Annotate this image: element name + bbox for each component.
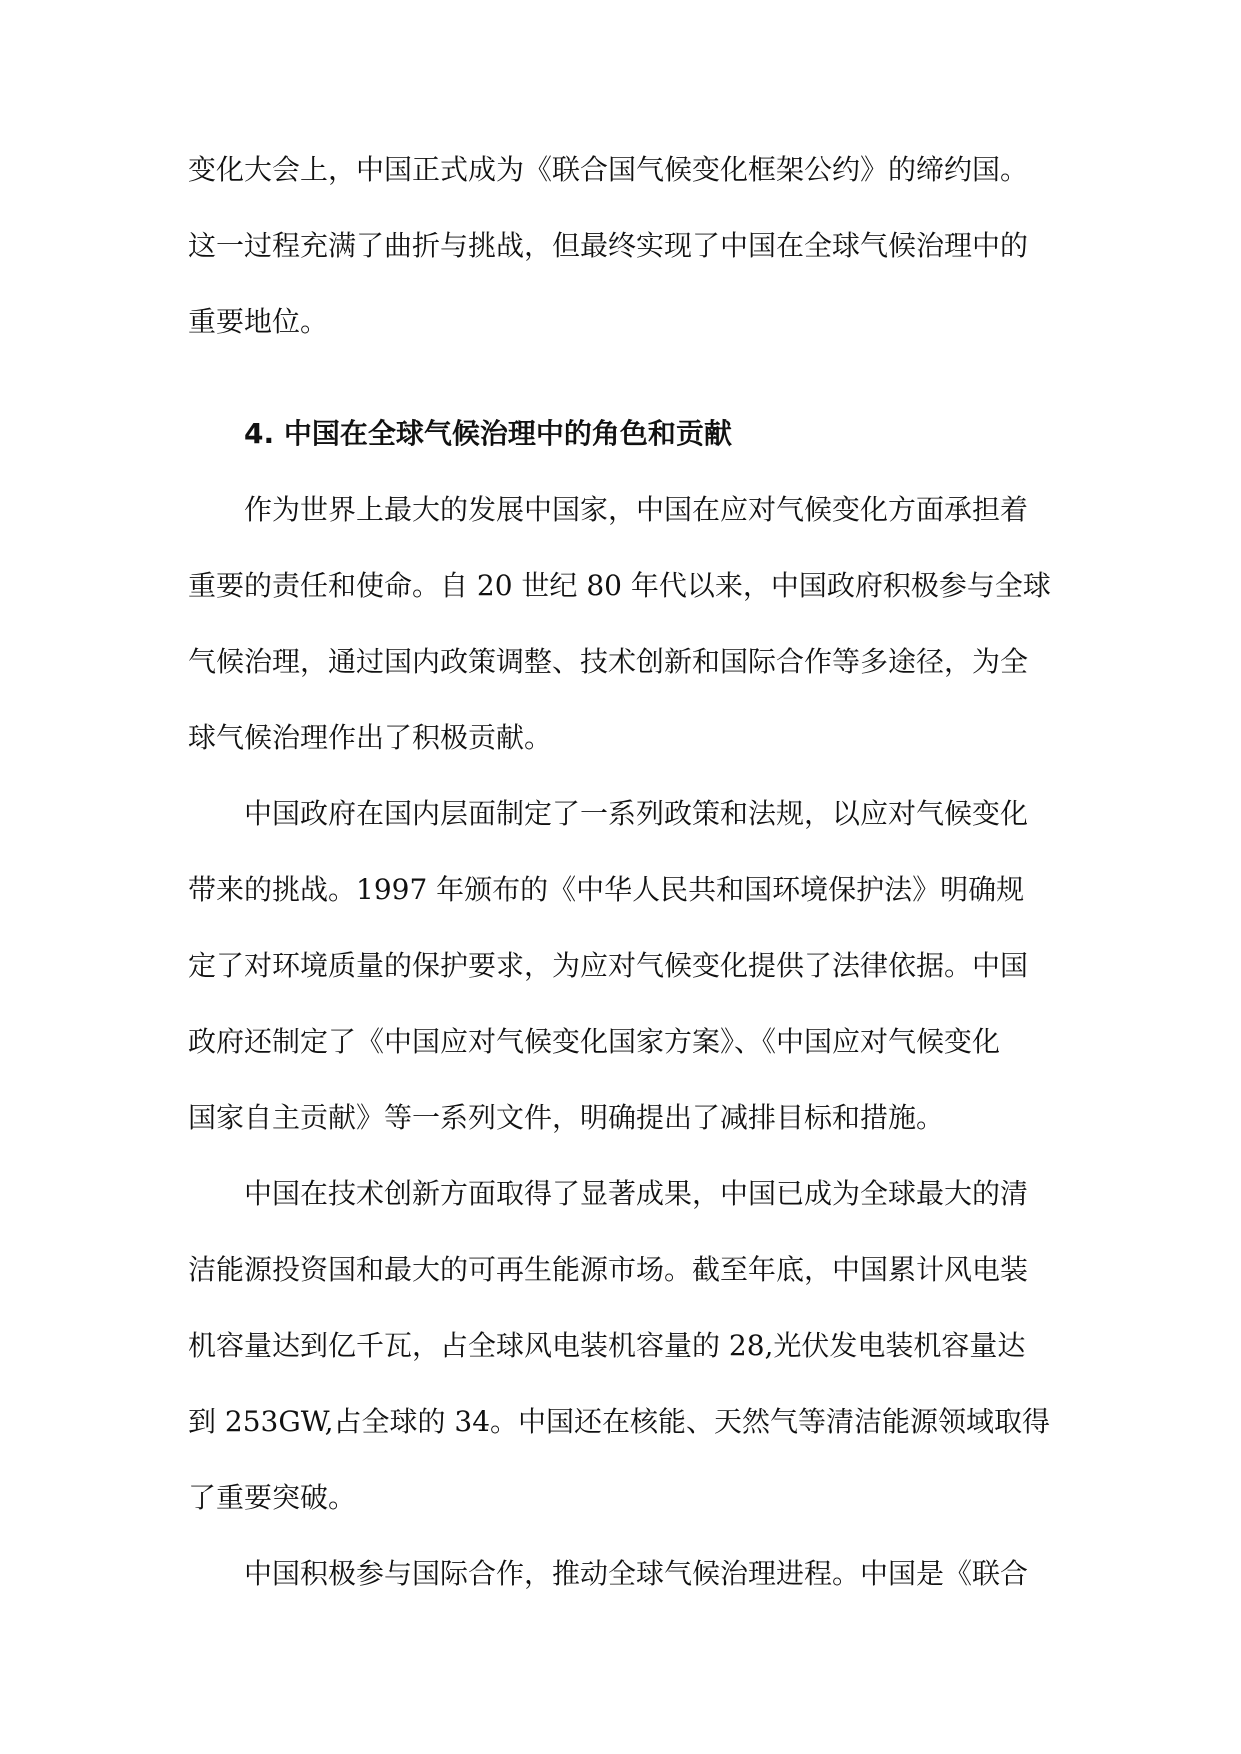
text-line: 重要的责任和使命。自 20 世纪 80 年代以来，中国政府积极参与全球 — [188, 569, 1051, 602]
text-line: 机容量达到亿千瓦，占全球风电装机容量的 28,光伏发电装机容量达 — [188, 1329, 1026, 1362]
text-line: 洁能源投资国和最大的可再生能源市场。截至年底，中国累计风电装 — [188, 1253, 1029, 1286]
text-line: 国家自主贡献》等一系列文件，明确提出了减排目标和措施。 — [188, 1101, 945, 1134]
paragraph-first-line: 作为世界上最大的发展中国家，中国在应对气候变化方面承担着 — [244, 493, 1029, 526]
text-line: 带来的挑战。1997 年颁布的《中华人民共和国环境保护法》明确规 — [188, 873, 1025, 906]
text-line: 政府还制定了《中国应对气候变化国家方案》、《中国应对气候变化 — [188, 1025, 1001, 1058]
paragraph-first-line: 中国在技术创新方面取得了显著成果，中国已成为全球最大的清 — [244, 1177, 1029, 1210]
text-line: 定了对环境质量的保护要求，为应对气候变化提供了法律依据。中国 — [188, 949, 1029, 982]
text-line: 这一过程充满了曲折与挑战，但最终实现了中国在全球气候治理中的 — [188, 229, 1029, 262]
text-line: 了重要突破。 — [188, 1481, 357, 1514]
paragraph-first-line: 中国政府在国内层面制定了一系列政策和法规，以应对气候变化 — [244, 797, 1029, 830]
text-line: 变化大会上，中国正式成为《联合国气候变化框架公约》的缔约国。 — [188, 153, 1029, 186]
paragraph-first-line: 中国积极参与国际合作，推动全球气候治理进程。中国是《联合 — [244, 1557, 1029, 1590]
text-line: 到 253GW,占全球的 34。中国还在核能、天然气等清洁能源领域取得 — [188, 1405, 1051, 1438]
section-heading: 4. 中国在全球气候治理中的角色和贡献 — [244, 417, 732, 450]
text-line: 重要地位。 — [188, 305, 329, 338]
text-line: 气候治理，通过国内政策调整、技术创新和国际合作等多途径，为全 — [188, 645, 1029, 678]
text-line: 球气候治理作出了积极贡献。 — [188, 721, 553, 754]
